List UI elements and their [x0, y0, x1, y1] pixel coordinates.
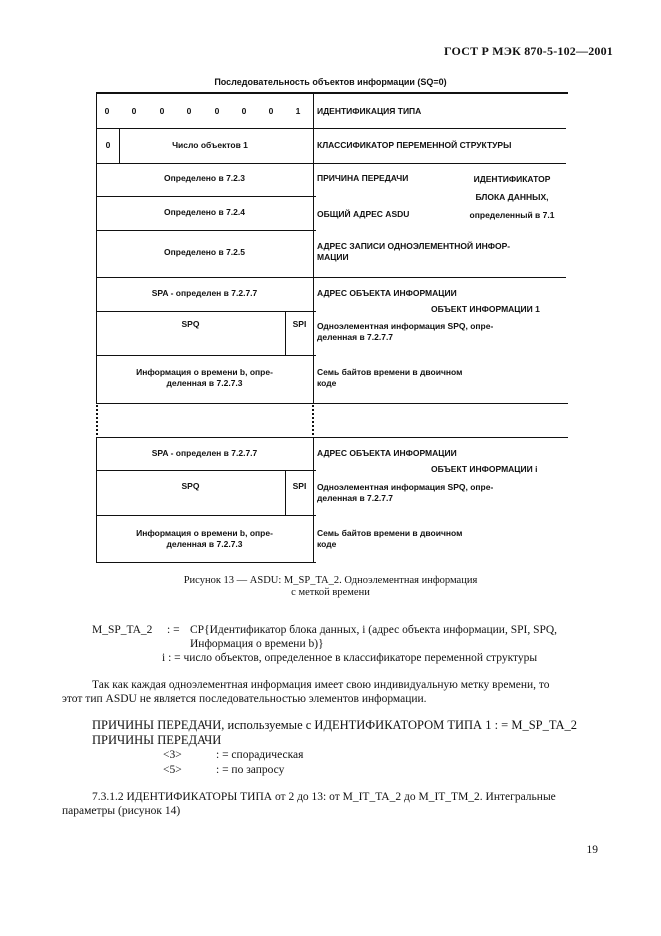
para1-line1: Так как каждая одноэлементная информация имеет свою индивидуальную метку времени, то — [92, 679, 550, 691]
common-addr-label: ОБЩИЙ АДРЕС ASDU — [317, 209, 410, 219]
cause-label: ПРИЧИНА ПЕРЕДАЧИ — [317, 173, 409, 183]
seven-bytes-i-line1: Семь байтов времени в двоичном — [317, 528, 463, 538]
single-info-1-line2: деленная в 7.2.7.7 — [317, 332, 394, 342]
spi-i: SPI — [292, 481, 307, 491]
type-bit-3: 0 — [241, 106, 247, 116]
def-line1: CP{Идентификатор блока данных, i (адрес объекта информации, SPI, SPQ, — [190, 624, 558, 636]
type-bit-8: 0 — [104, 106, 110, 116]
record-addr-line1: АДРЕС ЗАПИСИ ОДНОЭЛЕМЕНТНОЙ ИНФОР- — [317, 241, 511, 251]
causes-line2: ПРИЧИНЫ ПЕРЕДАЧИ — [92, 733, 222, 747]
spq-i: SPQ — [181, 481, 200, 491]
obj-info-i: ОБЪЕКТ ИНФОРМАЦИИ i — [431, 464, 538, 474]
section-line2: параметры (рисунок 14) — [62, 805, 181, 817]
type-bit-1: 1 — [295, 106, 301, 116]
type-bit-7: 0 — [131, 106, 137, 116]
cause3-text: : = спорадическая — [216, 749, 304, 761]
dbi-line2: БЛОКА ДАННЫХ, — [475, 192, 549, 202]
single-info-i-line1: Одноэлементная информация SPQ, опре- — [317, 482, 494, 492]
time-info-1-line1: Информация о времени b, опре- — [136, 367, 273, 377]
figure-caption — [0, 575, 661, 599]
type-id-label: ИДЕНТИФИКАЦИЯ ТИПА — [317, 106, 422, 116]
spa-1: SPA - определен в 7.2.7.7 — [151, 288, 258, 298]
cause3-code: <3> — [163, 749, 182, 761]
dbi-line3: определенный в 7.1 — [469, 210, 555, 220]
caption-line2: с меткой времени — [291, 587, 370, 598]
section-line1: 7.3.1.2 ИДЕНТИФИКАТОРЫ ТИПА от 2 до 13: от M_IT_TA_2 до M_IT_TM_2. Интегральные — [92, 791, 556, 803]
document-code: ГОСТ Р МЭК 870-5-102—2001 — [444, 44, 613, 58]
def-line2: Информация о времени b)} — [190, 638, 324, 650]
obj-addr-i: АДРЕС ОБЪЕКТА ИНФОРМАЦИИ — [317, 448, 457, 458]
causes-line1: ПРИЧИНЫ ПЕРЕДАЧИ, используемые с ИДЕНТИФИКАТОРОМ ТИПА 1 : = M_SP_TA_2 — [92, 718, 578, 732]
type-bit-5: 0 — [186, 106, 192, 116]
defined-725: Определено в 7.2.5 — [164, 247, 245, 257]
spq-1: SPQ — [181, 319, 200, 329]
def-label: M_SP_TA_2 — [92, 624, 153, 636]
dbi-block — [462, 173, 562, 221]
seven-bytes-1-line1: Семь байтов времени в двоичном — [317, 367, 463, 377]
dbi-line1: ИДЕНТИФИКАТОР — [473, 174, 551, 184]
def-op: : = — [167, 624, 180, 636]
sq-bit: 0 — [105, 140, 111, 150]
caption-line1: Рисунок 13 — ASDU: M_SP_TA_2. Одноэлементная информация — [183, 575, 478, 586]
cause5-code: <5> — [163, 764, 182, 776]
type-bit-6: 0 — [159, 106, 165, 116]
page-number: 19 — [586, 844, 598, 856]
single-info-i-line2: деленная в 7.2.7.7 — [317, 493, 394, 503]
time-info-i-line1: Информация о времени b, опре- — [136, 528, 273, 538]
figure-title: Последовательность объектов информации (SQ=0) — [214, 77, 447, 87]
obj-info-1: ОБЪЕКТ ИНФОРМАЦИИ 1 — [431, 304, 540, 314]
cause5-text: : = по запросу — [216, 764, 285, 776]
para1-line2: этот тип ASDU не является последовательностью элементов информации. — [62, 693, 427, 705]
record-addr-line2: МАЦИИ — [317, 252, 349, 262]
type-bit-4: 0 — [214, 106, 220, 116]
single-info-1-line1: Одноэлементная информация SPQ, опре- — [317, 321, 494, 331]
def-line3: i : = число объектов, определенное в классификаторе переменной структуры — [162, 652, 538, 664]
defined-724: Определено в 7.2.4 — [164, 207, 245, 217]
obj-addr-1: АДРЕС ОБЪЕКТА ИНФОРМАЦИИ — [317, 288, 457, 298]
time-info-1-line2: деленная в 7.2.7.3 — [166, 378, 243, 388]
spi-1: SPI — [292, 319, 307, 329]
time-info-i-line2: деленная в 7.2.7.3 — [166, 539, 243, 549]
defined-723: Определено в 7.2.3 — [164, 173, 245, 183]
seven-bytes-1-line2: коде — [317, 378, 337, 388]
seven-bytes-i-line2: коде — [317, 539, 337, 549]
var-struct-label: КЛАССИФИКАТОР ПЕРЕМЕННОЙ СТРУКТУРЫ — [317, 140, 512, 150]
type-bit-2: 0 — [268, 106, 274, 116]
spa-i: SPA - определен в 7.2.7.7 — [151, 448, 258, 458]
num-objects: Число объектов 1 — [172, 140, 248, 150]
